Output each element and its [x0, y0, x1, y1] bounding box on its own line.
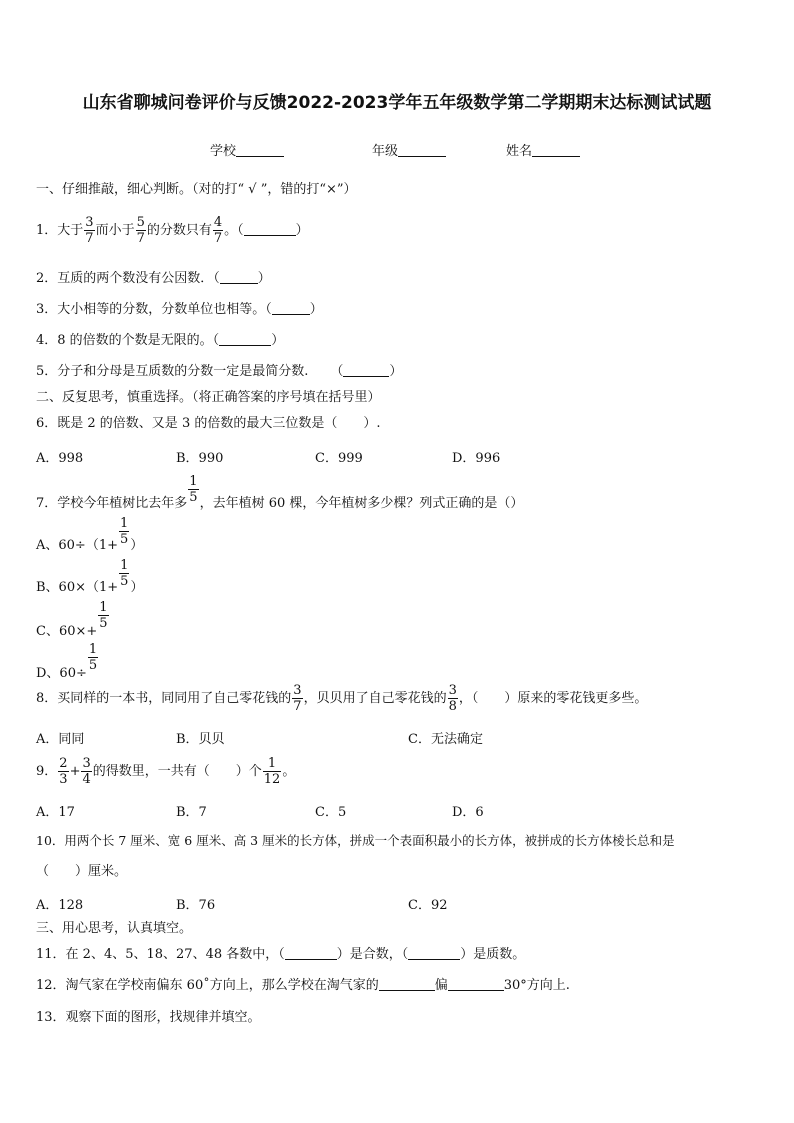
school-label: 学校 [210, 144, 237, 159]
q9-option-c[interactable]: C．5 [315, 805, 347, 820]
q1-fraction-3: $\frac{4}{7}$ [213, 215, 223, 246]
question-1 [36, 213, 309, 249]
q1-fraction-2: $\frac{5}{7}$ [136, 215, 145, 246]
section2-heading: 二、反复思考，慎重选择。（将正确答案的序号填在括号里） [36, 390, 381, 405]
question-11: 11．在 2、4、5、18、27、48 各数中，（ ）是合数，（ ）是质数。 [36, 947, 526, 962]
q3-close: ） [309, 302, 323, 317]
name-blank[interactable] [532, 143, 580, 157]
page-title: 山东省聊城问卷评价与反馈2022-2023学年五年级数学第二学期期末达标测试试题 [82, 93, 712, 113]
q2-close: ） [257, 271, 271, 286]
grade-field [372, 140, 446, 159]
q1-close: ） [295, 223, 309, 238]
question-12: 12．淘气家在学校南偏东 60˚方向上，那么学校在淘气家的 偏 30°方向上. [36, 978, 570, 993]
q7-option-c[interactable]: C、60×+ $\frac{1}{5}$ [36, 600, 108, 639]
q10-option-c[interactable]: C．92 [408, 898, 448, 913]
q6-option-b[interactable]: B．990 [176, 451, 224, 466]
question-9: 9． $\frac{2}{3}$ + $\frac{3}{4}$ 的得数里，一共有（ ）个 $\frac{1}{12}$ 。 [36, 756, 296, 787]
q1-mid: 而小于 [95, 223, 135, 238]
q1-prefix: 1．大于 [36, 223, 84, 238]
q1-answer-blank[interactable] [244, 222, 296, 236]
q5-text: 5．分子和分母是互质数的分数一定是最简分数. [36, 364, 309, 379]
question-10-line1: 10．用两个长 7 厘米、宽 6 厘米、高 3 厘米的长方体，拼成一个表面积最小的长方体，被拼成的长方体棱长总和是 [36, 833, 675, 848]
question-8: 8．买同样的一本书，同同用了自己零花钱的 $\frac{3}{7}$ ，贝贝用了自己零花钱的 $\frac{3}{8}$ ，（ ）原来的零花钱更多些。 [36, 683, 648, 714]
q7-option-a[interactable]: A、60÷（1+ $\frac{1}{5}$ ） [36, 516, 144, 553]
q4-text: 4．8 的倍数的个数是无限的。（ [36, 333, 220, 348]
grade-blank[interactable] [398, 143, 446, 157]
q5-answer-blank[interactable] [343, 363, 389, 377]
q7-suffix: ，去年植树 60 棵，今年植树多少棵？列式正确的是（） [199, 496, 524, 511]
question-5 [36, 363, 402, 381]
q11-blank-2[interactable] [408, 946, 460, 960]
q12-blank-2[interactable] [448, 977, 504, 991]
q6-option-d[interactable]: D．996 [452, 451, 501, 466]
q9-option-d[interactable]: D．6 [452, 805, 484, 820]
q4-close: ） [271, 333, 285, 348]
q7-fraction: $\frac{1}{5}$ [189, 474, 198, 505]
q10-option-b[interactable]: B．76 [176, 898, 216, 913]
question-7 [36, 474, 523, 522]
question-13: 13．观察下面的图形，找规律并填空。 [36, 1010, 261, 1025]
q6-option-a[interactable]: A．998 [36, 451, 84, 466]
q8-option-a[interactable]: A．同同 [36, 732, 85, 747]
q2-text: 2．互质的两个数没有公因数．（ [36, 271, 220, 286]
q8-option-c[interactable]: C．无法确定 [408, 732, 483, 747]
name-field [506, 140, 580, 159]
q12-blank-1[interactable] [379, 977, 435, 991]
section1-heading: 一、仔细推敲，细心判断。（对的打“ √ ”，错的打“×”） [36, 182, 357, 197]
q3-text: 3．大小相等的分数，分数单位也相等。（ [36, 302, 272, 317]
question-4 [36, 332, 284, 350]
question-6: 6．既是 2 的倍数、又是 3 的倍数的最大三位数是（ ）. [36, 416, 381, 431]
q5-open: （ [330, 364, 344, 379]
q2-answer-blank[interactable] [220, 270, 258, 284]
q1-suffix: 。（ [224, 223, 244, 238]
q9-option-b[interactable]: B．7 [176, 805, 207, 820]
grade-label: 年级 [372, 144, 399, 159]
q4-answer-blank[interactable] [219, 332, 271, 346]
q10-option-a[interactable]: A．128 [36, 898, 84, 913]
name-label: 姓名 [506, 144, 533, 159]
school-blank[interactable] [236, 143, 284, 157]
q1-fraction-1: $\frac{3}{7}$ [85, 215, 94, 246]
school-field [210, 140, 284, 159]
q11-blank-1[interactable] [285, 946, 337, 960]
section3-heading: 三、用心思考，认真填空。 [36, 921, 193, 936]
question-3 [36, 301, 323, 319]
q1-mid2: 的分数只有 [146, 223, 212, 238]
q5-close: ） [389, 364, 403, 379]
q6-option-c[interactable]: C．999 [315, 451, 363, 466]
q3-answer-blank[interactable] [272, 301, 310, 315]
q7-option-b[interactable]: B、60×（1+ $\frac{1}{5}$ ） [36, 558, 144, 595]
question-2 [36, 270, 271, 288]
q7-prefix: 7．学校今年植树比去年多 [36, 496, 188, 511]
q9-option-a[interactable]: A．17 [36, 805, 75, 820]
question-10-line2: （ ）厘米。 [36, 864, 128, 879]
q8-option-b[interactable]: B．贝贝 [176, 732, 225, 747]
q7-option-d[interactable]: D、60÷ $\frac{1}{5}$ [36, 642, 98, 681]
